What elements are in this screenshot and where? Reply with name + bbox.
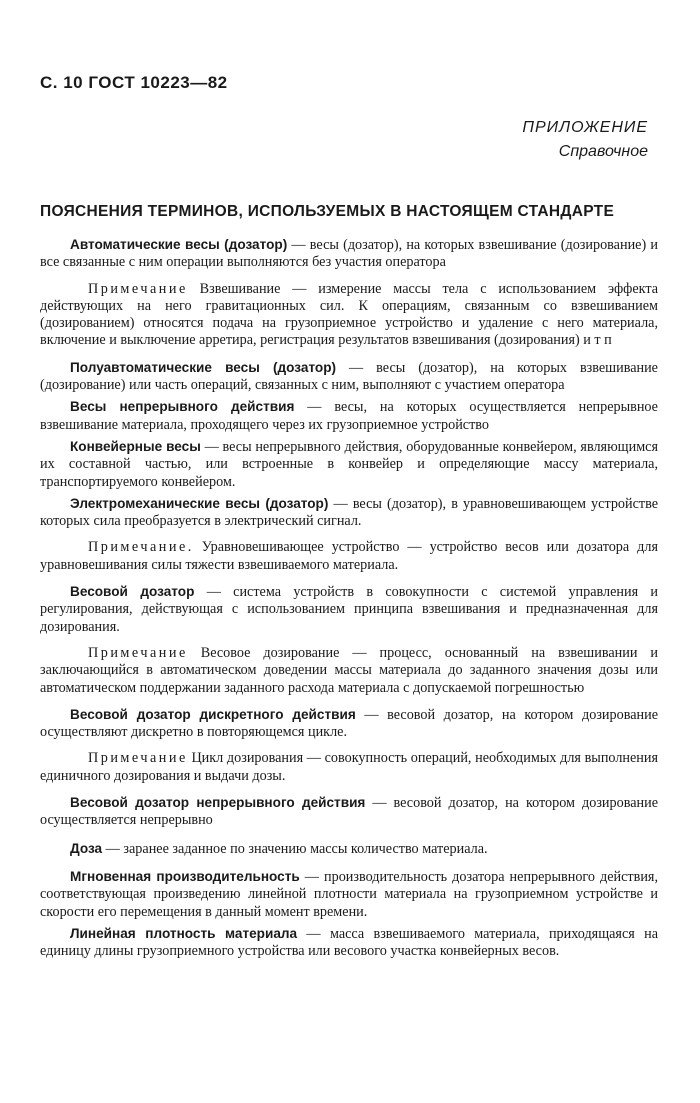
note-label: Примечание: [88, 644, 188, 661]
term-definition: — масса взвешиваемого материала, приходящаяся на единицу длины грузоприемного устройства или весового участка конвейерных весов.: [40, 925, 658, 960]
note-paragraph: [40, 281, 658, 350]
term-paragraph: [40, 868, 658, 921]
term-definition: — весы (дозатор), на которых взвешивание (дозирование) или часть операций, связанных с ним, выполняют с участием оператора: [40, 359, 658, 394]
appendix-label: [522, 116, 648, 164]
term-name: Электромеханические весы (дозатор): [70, 495, 329, 511]
term-name: Весовой дозатор: [70, 584, 195, 600]
term-name: Линейная плотность материала: [70, 925, 298, 941]
note-label: Примечание.: [88, 539, 194, 556]
note-text: Цикл дозирования — совокупность операций, необходимых для выполнения единичного дозирования и выдачи дозы.: [40, 750, 658, 784]
term-definition: — заранее заданное по значению массы количество материала.: [102, 840, 488, 857]
term-paragraph: [40, 925, 658, 961]
note-text: Весовое дозирование — процесс, основанный на взвешивании и заключающийся в автоматическом доведении массы материала до заданного значения дозы или автоматическом поддержании заданного расхода материала с допускаемой погрешностью: [40, 644, 658, 696]
terms-body: [40, 236, 658, 964]
term-definition: — весы непрерывного действия, оборудованные конвейером, являющимся их составной частью, или встроенные в конвейер и определяющие массу материала, транспортируемого конвейером.: [40, 438, 658, 490]
term-paragraph: [40, 236, 658, 272]
appendix-title: ПРИЛОЖЕНИЕ: [522, 119, 648, 136]
note-paragraph: [40, 539, 658, 574]
term-definition: — весы (дозатор), на которых взвешивание (дозирование) и все связанные с ним операции выполняются без участия оператора: [40, 237, 658, 271]
term-name: Весовой дозатор дискретного действия: [70, 706, 356, 722]
term-paragraph: [40, 794, 658, 830]
note-paragraph: [40, 645, 658, 697]
term-definition: — система устройств в совокупности с системой управления и регулирования, действующая с использованием принципа взвешивания и предназначенная для дозирования.: [40, 584, 659, 635]
term-definition: — производительность дозатора непрерывного действия, соответствующая произведению линейной плотности материала на грузоприемном устройстве и скорости его перемещения в данный момент времени.: [40, 868, 658, 920]
term-name: Весовой дозатор непрерывного действия: [70, 795, 366, 811]
term-name: Мгновенная производительность: [70, 868, 300, 884]
note-text: Взвешивание — измерение массы тела с использованием эффекта действующих на него гравитационных сил. К операциям, связанным со взвешиванием (дозированием) относятся подача на грузоприемное устройство и удаление с него материала, включение и выключение арретира, регистрация результатов взвешивания (дозирования) и т п: [40, 280, 658, 349]
term-name: Конвейерные весы: [70, 438, 201, 454]
term-name: Полуавтоматические весы (дозатор): [70, 359, 337, 375]
term-paragraph: [40, 398, 658, 434]
term-paragraph: [40, 840, 658, 858]
term-definition: — весовой дозатор, на котором дозирование осуществляется непрерывно: [40, 795, 659, 829]
term-name: Автоматические весы (дозатор): [70, 237, 288, 252]
note-label: Примечание: [88, 280, 188, 297]
page-header: С. 10 ГОСТ 10223—82: [40, 73, 228, 92]
appendix-subtitle: Справочное: [558, 143, 648, 160]
term-paragraph: [40, 583, 658, 636]
term-paragraph: [40, 359, 658, 395]
note-text: Уравновешивающее устройство — устройство весов или дозатора для уравновешивания силы тяжести взвешиваемого материала.: [40, 539, 658, 573]
term-definition: — весы, на которых осуществляется непрерывное взвешивание материала, проходящего через их грузоприемное устройство: [40, 399, 658, 433]
term-definition: — весы (дозатор), в уравновешивающем устройстве которых сила преобразуется в электрический сигнал.: [40, 495, 659, 530]
term-paragraph: [40, 438, 658, 491]
term-definition: — весовой дозатор, на котором дозирование осуществляют дискретно в повторяющемся цикле.: [40, 706, 658, 741]
term-paragraph: [40, 495, 658, 531]
term-name: Весы непрерывного действия: [70, 399, 295, 415]
note-label: Примечание: [88, 750, 188, 767]
term-name: Доза: [70, 840, 103, 856]
document-title: ПОЯСНЕНИЯ ТЕРМИНОВ, ИСПОЛЬЗУЕМЫХ В НАСТОЯЩЕМ СТАНДАРТЕ: [40, 203, 615, 220]
note-paragraph: [40, 750, 658, 785]
term-paragraph: [40, 706, 658, 742]
